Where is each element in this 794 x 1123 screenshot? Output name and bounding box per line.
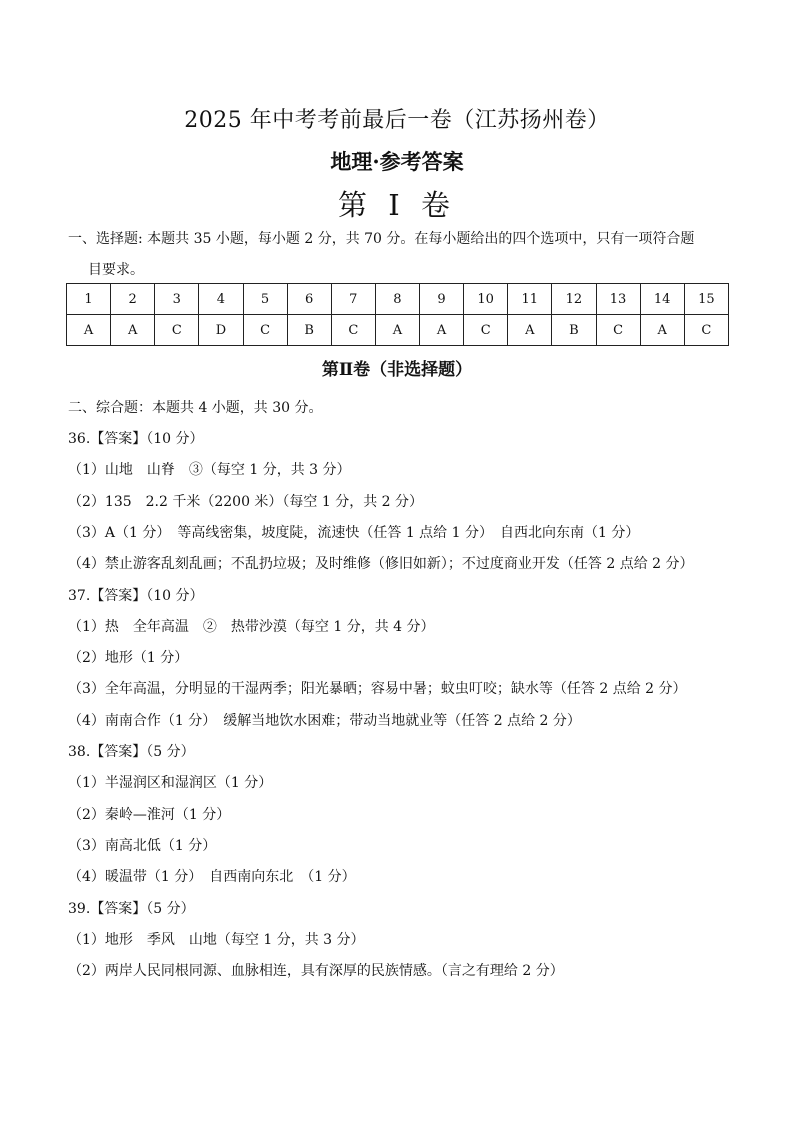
answer-line: （1）半湿润区和湿润区（1 分） bbox=[68, 775, 273, 791]
answer-cell: A bbox=[420, 315, 464, 346]
question-number-cell: 9 bbox=[420, 284, 464, 315]
part1-title: 第 I 卷 bbox=[338, 188, 456, 222]
part2-instructions: 二、综合题：本题共 4 小题，共 30 分。 bbox=[68, 400, 323, 416]
answer-cell: A bbox=[640, 315, 684, 346]
question-answer-header: 39.【答案】（5 分） bbox=[68, 901, 195, 917]
answer-cell: B bbox=[287, 315, 331, 346]
answer-cell: C bbox=[684, 315, 728, 346]
answer-line: （4）暖温带（1 分） 自西南向东北 （1 分） bbox=[68, 869, 356, 885]
answer-cell: C bbox=[596, 315, 640, 346]
question-number-cell: 10 bbox=[464, 284, 508, 315]
answer-cell: C bbox=[155, 315, 199, 346]
question-number-cell: 3 bbox=[155, 284, 199, 315]
question-answer-header: 38.【答案】（5 分） bbox=[68, 744, 195, 760]
answer-cell: A bbox=[67, 315, 111, 346]
answer-row bbox=[67, 315, 729, 346]
answer-line: （2）135 2.2 千米（2200 米）（每空 1 分，共 2 分） bbox=[68, 494, 424, 510]
exam-title: 2025 年中考考前最后一卷（江苏扬州卷） bbox=[184, 108, 610, 133]
exam-subtitle: 地理·参考答案 bbox=[330, 149, 464, 174]
question-number-cell: 2 bbox=[111, 284, 155, 315]
question-number-cell: 7 bbox=[331, 284, 375, 315]
question-number-cell: 1 bbox=[67, 284, 111, 315]
question-number-cell: 13 bbox=[596, 284, 640, 315]
answer-cell: A bbox=[508, 315, 552, 346]
answer-line: （3）南高北低（1 分） bbox=[68, 838, 217, 854]
question-number-row bbox=[67, 284, 729, 315]
answer-cell: A bbox=[111, 315, 155, 346]
question-number-cell: 15 bbox=[684, 284, 728, 315]
question-number-cell: 8 bbox=[375, 284, 419, 315]
answer-line: （1）山地 山脊 ③（每空 1 分，共 3 分） bbox=[68, 462, 351, 478]
answer-line: （2）地形（1 分） bbox=[68, 650, 189, 666]
part1-instructions-cont: 目要求。 bbox=[88, 262, 144, 278]
answer-cell: C bbox=[331, 315, 375, 346]
answer-table bbox=[66, 283, 729, 346]
question-answer-header: 36.【答案】（10 分） bbox=[68, 431, 204, 447]
answer-cell: A bbox=[375, 315, 419, 346]
question-answer-header: 37.【答案】（10 分） bbox=[68, 588, 204, 604]
question-number-cell: 4 bbox=[199, 284, 243, 315]
answer-cell: C bbox=[464, 315, 508, 346]
answer-line: （2）秦岭—淮河（1 分） bbox=[68, 807, 231, 823]
answer-line: （4）南南合作（1 分） 缓解当地饮水困难；带动当地就业等（任答 2 点给 2 分） bbox=[68, 713, 581, 729]
part1-instructions: 一、选择题: 本题共 35 小题，每小题 2 分，共 70 分。在每小题给出的四个选项中，只有一项符合题 bbox=[68, 231, 695, 247]
answer-line: （2）两岸人民同根同源、血脉相连，具有深厚的民族情感。（言之有理给 2 分） bbox=[68, 963, 564, 979]
question-number-cell: 14 bbox=[640, 284, 684, 315]
answer-line: （3）A（1 分） 等高线密集，坡度陡，流速快（任答 1 点给 1 分） 自西北向东南（1 分） bbox=[68, 525, 640, 541]
part2-title: 第Ⅱ卷（非选择题） bbox=[321, 360, 473, 380]
answer-cell: B bbox=[552, 315, 596, 346]
answer-line: （3）全年高温，分明显的干湿两季；阳光暴晒；容易中暑；蚊虫叮咬；缺水等（任答 2 点给 2 分） bbox=[68, 681, 687, 697]
question-number-cell: 5 bbox=[243, 284, 287, 315]
question-number-cell: 11 bbox=[508, 284, 552, 315]
question-number-cell: 6 bbox=[287, 284, 331, 315]
answer-line: （1）热 全年高温 ② 热带沙漠（每空 1 分，共 4 分） bbox=[68, 619, 435, 635]
answer-cell: C bbox=[243, 315, 287, 346]
question-number-cell: 12 bbox=[552, 284, 596, 315]
answer-cell: D bbox=[199, 315, 243, 346]
answer-line: （1）地形 季风 山地（每空 1 分，共 3 分） bbox=[68, 932, 365, 948]
answer-line: （4）禁止游客乱刻乱画；不乱扔垃圾；及时维修（修旧如新）；不过度商业开发（任答 2 点给 2 分） bbox=[68, 556, 694, 572]
